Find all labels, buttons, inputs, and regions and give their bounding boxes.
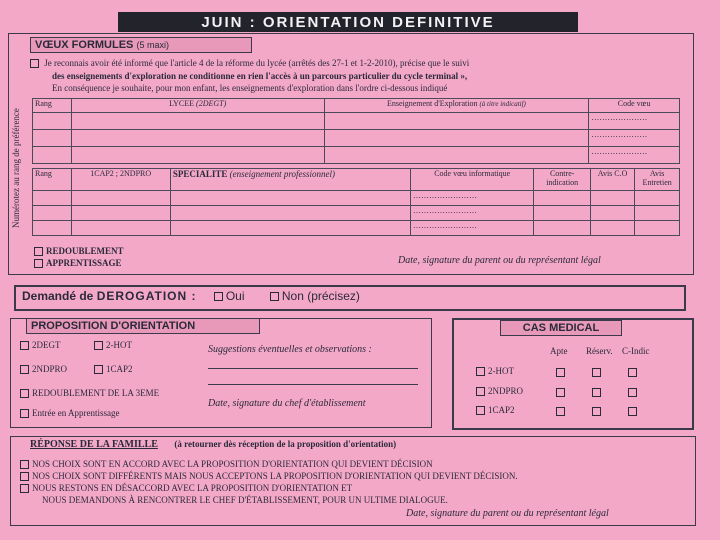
pro-avisco-cell[interactable] <box>590 191 634 206</box>
ens-header-text: Enseignement d'Exploration <box>386 99 478 108</box>
prop-opt6-checkbox[interactable] <box>20 409 29 418</box>
lycee-header <box>71 99 324 113</box>
cas-r1-apte[interactable] <box>556 368 565 377</box>
pro-spec-header-text: SPECIALITE <box>172 169 228 179</box>
pro-icap-cell[interactable] <box>71 206 170 221</box>
lycee-cell[interactable] <box>71 113 324 130</box>
pro-spec-header-note: (enseignement professionnel) <box>229 169 335 179</box>
voeux-line1-text: Je reconnais avoir été informé que l'article 4 de la réforme du lycée (arrêtés des 27-1 et 1-2-2010), précise que le suivi <box>44 58 470 68</box>
pro-avisco-header: Avis C.O <box>590 169 634 191</box>
lycee-rang-cell[interactable] <box>33 113 72 130</box>
pro-code-cell[interactable]: …………………… <box>410 221 534 236</box>
lycee-rang-cell[interactable] <box>33 130 72 147</box>
prop-opt2[interactable] <box>94 340 132 351</box>
derogation-row <box>22 289 360 303</box>
prop-line1[interactable] <box>208 368 418 369</box>
voeux-title-note: (5 maxi) <box>136 40 169 50</box>
prop-line2[interactable] <box>208 384 418 385</box>
cas-r3-apte[interactable] <box>556 407 565 416</box>
cas-row1-label: 2-HOT <box>488 366 514 376</box>
prop-opt5[interactable] <box>20 388 159 399</box>
famille-r2-label: NOS CHOIX SONT DIFFÉRENTS MAIS NOUS ACCEPTONS LA PROPOSITION D'ORIENTATION QUI DEVIENT DÉCISION. <box>32 471 518 481</box>
pro-icap-cell[interactable] <box>71 221 170 236</box>
famille-signature: Date, signature du parent ou du représentant légal <box>406 508 609 519</box>
prop-opt2-checkbox[interactable] <box>94 341 103 350</box>
pro-avisco-cell[interactable] <box>590 221 634 236</box>
voeux-signature: Date, signature du parent ou du représentant légal <box>398 255 601 266</box>
pro-rang-cell[interactable] <box>33 221 72 236</box>
pro-avisent-header: Avis Entretien <box>635 169 680 191</box>
prop-suggestions: Suggestions éventuelles et observations : <box>208 344 372 355</box>
pro-spec-cell[interactable] <box>170 206 410 221</box>
pro-avisent-cell[interactable] <box>635 206 680 221</box>
redoublement-option[interactable] <box>34 246 124 257</box>
prop-opt4[interactable] <box>94 364 133 375</box>
cas-r1-reserv[interactable] <box>592 368 601 377</box>
pro-contre-cell[interactable] <box>534 191 590 206</box>
apprentissage-option[interactable] <box>34 258 122 269</box>
voeux-title <box>30 37 252 53</box>
pro-rang-cell[interactable] <box>33 206 72 221</box>
prop-opt6[interactable] <box>20 408 119 419</box>
prop-opt1-checkbox[interactable] <box>20 341 29 350</box>
lycee-table <box>32 98 680 164</box>
prop-opt2-label: 2-HOT <box>106 340 132 350</box>
cas-row-2 <box>476 386 523 397</box>
voeux-line2: des enseignements d'exploration ne conditionne en rien l'accès à un parcours particulier du cycle terminal », <box>52 71 468 81</box>
lycee-cell[interactable] <box>71 147 324 164</box>
famille-title-note: (à retourner dès réception de la proposition d'orientation) <box>174 439 397 449</box>
redoublement-label: REDOUBLEMENT <box>46 246 124 256</box>
ens-header-note: (à titre indicatif) <box>479 100 526 108</box>
cas-r2-cindic[interactable] <box>628 388 637 397</box>
cas-row-3 <box>476 405 515 416</box>
famille-r2-checkbox[interactable] <box>20 472 29 481</box>
cas-row3-label: 1CAP2 <box>488 405 515 415</box>
apprentissage-label: APPRENTISSAGE <box>46 258 122 268</box>
ens-cell[interactable] <box>324 130 589 147</box>
lycee-rang-cell[interactable] <box>33 147 72 164</box>
prop-opt1-label: 2DEGT <box>32 340 61 350</box>
prop-opt3-label: 2NDPRO <box>32 364 68 374</box>
side-label-text: Numérotez au rang de préférence <box>11 108 21 228</box>
derogation-label-bold: DEROGATION : <box>96 289 197 303</box>
prop-opt5-label: REDOUBLEMENT DE LA 3EME <box>32 388 160 398</box>
cas-r2-apte[interactable] <box>556 388 565 397</box>
pro-code-header: Code vœu informatique <box>410 169 534 191</box>
voeux-line1 <box>30 58 469 69</box>
pro-avisco-cell[interactable] <box>590 206 634 221</box>
prop-opt1[interactable] <box>20 340 61 351</box>
prop-signature: Date, signature du chef d'établissement <box>208 398 366 409</box>
lycee-cell[interactable] <box>71 130 324 147</box>
pro-avisent-cell[interactable] <box>635 191 680 206</box>
cas-row3-checkbox[interactable] <box>476 406 485 415</box>
famille-r4: NOUS DEMANDONS À RENCONTRER LE CHEF D'ÉTABLISSEMENT, POUR UN ULTIME DIALOGUE. <box>42 495 448 505</box>
derogation-non-checkbox[interactable] <box>270 292 279 301</box>
proposition-title: PROPOSITION D'ORIENTATION <box>26 318 260 334</box>
famille-r3[interactable] <box>20 483 352 494</box>
pro-spec-cell[interactable] <box>170 191 410 206</box>
cas-row-1 <box>476 366 514 377</box>
famille-r1-label: NOS CHOIX SONT EN ACCORD AVEC LA PROPOSITION D'ORIENTATION QUI DEVIENT DÉCISION <box>32 459 433 469</box>
pro-spec-cell[interactable] <box>170 221 410 236</box>
voeux-title-text: VŒUX FORMULES <box>35 39 134 51</box>
derogation-oui-label: Oui <box>225 289 245 303</box>
famille-r3-label: NOUS RESTONS EN DÉSACCORD AVEC LA PROPOSITION D'ORIENTATION ET <box>32 483 353 493</box>
cas-row1-checkbox[interactable] <box>476 367 485 376</box>
pro-icap-header: 1CAP2 ; 2NDPRO <box>71 169 170 191</box>
famille-r3-checkbox[interactable] <box>20 484 29 493</box>
cas-col-apte: Apte <box>550 346 568 356</box>
ens-cell[interactable] <box>324 113 589 130</box>
code-cell[interactable]: ………………… <box>589 130 680 147</box>
derogation-non-label: Non (précisez) <box>281 289 360 303</box>
lycee-rang-header: Rang <box>33 99 72 113</box>
side-label <box>6 108 24 228</box>
famille-r1[interactable] <box>20 459 433 470</box>
famille-title: RÉPONSE DE LA FAMILLE <box>30 439 158 450</box>
pro-contre-header: Contre-indication <box>534 169 590 191</box>
pro-code-cell[interactable]: …………………… <box>410 191 534 206</box>
cas-r3-reserv[interactable] <box>592 407 601 416</box>
code-header: Code vœu <box>589 99 680 113</box>
ens-header <box>324 99 589 113</box>
voeux-line3: En conséquence je souhaite, pour mon enfant, les enseignements d'exploration dans l'ordre ci-dessous indiqué <box>52 83 448 93</box>
lycee-header-note: (2DEGT) <box>196 99 227 108</box>
code-cell[interactable]: ………………… <box>589 113 680 130</box>
prop-opt4-checkbox[interactable] <box>94 365 103 374</box>
pro-table <box>32 168 680 236</box>
pro-contre-cell[interactable] <box>534 221 590 236</box>
famille-r1-checkbox[interactable] <box>20 460 29 469</box>
pro-icap-cell[interactable] <box>71 191 170 206</box>
pro-spec-header <box>170 169 410 191</box>
cas-row2-label: 2NDPRO <box>488 386 524 396</box>
redoublement-checkbox[interactable] <box>34 247 43 256</box>
pro-avisent-cell[interactable] <box>635 221 680 236</box>
cas-col-reserv: Réserv. <box>586 346 613 356</box>
cas-r1-cindic[interactable] <box>628 368 637 377</box>
prop-opt3[interactable] <box>20 364 67 375</box>
prop-opt5-checkbox[interactable] <box>20 389 29 398</box>
ens-cell[interactable] <box>324 147 589 164</box>
derogation-oui-checkbox[interactable] <box>214 292 223 301</box>
code-cell[interactable]: ………………… <box>589 147 680 164</box>
cas-r3-cindic[interactable] <box>628 407 637 416</box>
checkbox-informed[interactable] <box>30 59 39 68</box>
pro-contre-cell[interactable] <box>534 206 590 221</box>
cas-r2-reserv[interactable] <box>592 388 601 397</box>
cas-row2-checkbox[interactable] <box>476 387 485 396</box>
pro-rang-header: Rang <box>33 169 72 191</box>
pro-code-cell[interactable]: …………………… <box>410 206 534 221</box>
cas-col-cindic: C-Indic <box>622 346 650 356</box>
derogation-label: Demandé de <box>22 289 94 303</box>
pro-rang-cell[interactable] <box>33 191 72 206</box>
cas-medical-title: CAS MEDICAL <box>500 320 622 336</box>
prop-opt6-label: Entrée en Apprentissage <box>32 408 120 418</box>
famille-title-row <box>30 439 396 450</box>
page-title: JUIN : ORIENTATION DEFINITIVE <box>118 12 578 32</box>
apprentissage-checkbox[interactable] <box>34 259 43 268</box>
lycee-header-text: LYCEE <box>169 99 195 108</box>
prop-opt4-label: 1CAP2 <box>106 364 133 374</box>
famille-r2[interactable] <box>20 471 518 482</box>
prop-opt3-checkbox[interactable] <box>20 365 29 374</box>
